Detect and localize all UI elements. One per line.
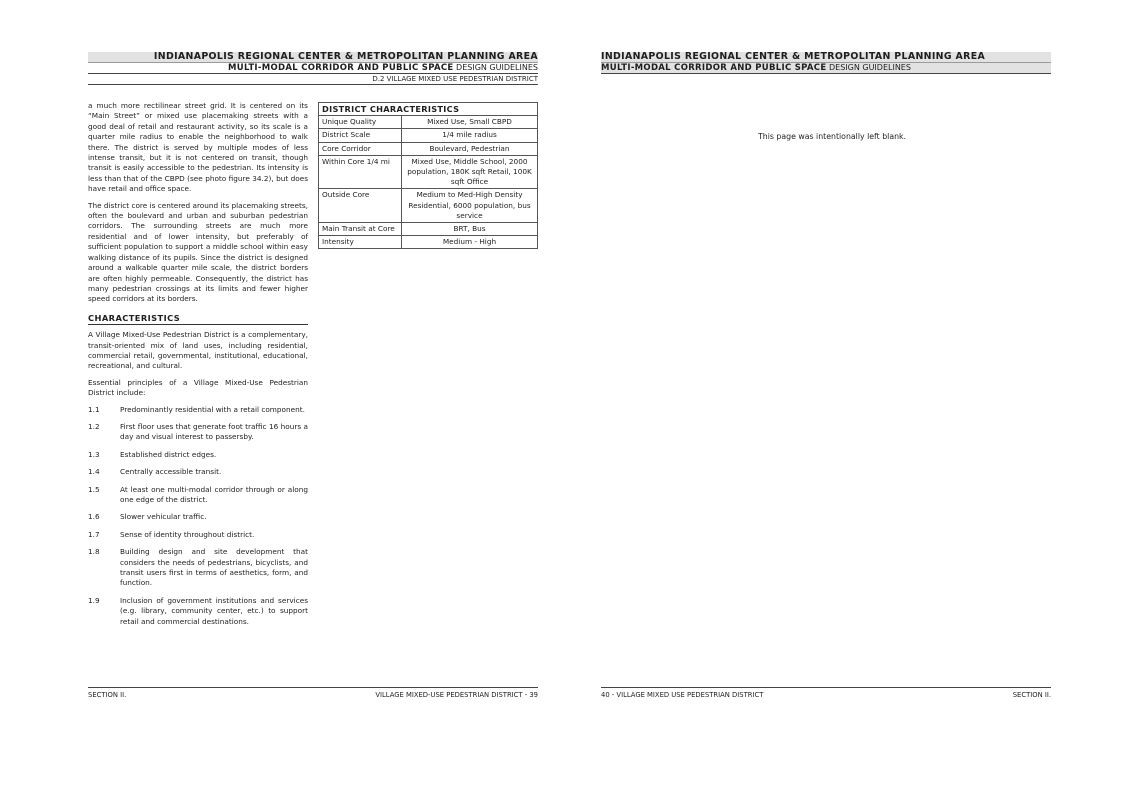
principle-item bbox=[88, 596, 308, 627]
table-cell-value: BRT, Bus bbox=[402, 223, 538, 236]
table-cell-label: Within Core 1/4 mi bbox=[319, 155, 402, 189]
principles-intro: Essential principles of a Village Mixed-Use Pedestrian District include: bbox=[88, 377, 308, 398]
header-subtitle-bold: MULTI-MODAL CORRIDOR AND PUBLIC SPACE bbox=[601, 63, 827, 73]
principle-number: 1.5 bbox=[88, 484, 100, 494]
table-cell-value: Mixed Use, Middle School, 2000 population, 180K sqft Retail, 100K sqft Office bbox=[402, 155, 538, 189]
principle-text: Predominantly residential with a retail component. bbox=[120, 404, 305, 414]
table-cell-label: Intensity bbox=[319, 236, 402, 249]
table-row bbox=[319, 155, 538, 189]
page-header bbox=[601, 52, 1051, 74]
principle-number: 1.7 bbox=[88, 529, 100, 539]
right-page bbox=[561, 0, 1123, 794]
characteristics-heading: CHARACTERISTICS bbox=[88, 313, 308, 325]
principle-number: 1.6 bbox=[88, 512, 100, 522]
principle-item bbox=[88, 422, 308, 443]
table-cell-value: Medium - High bbox=[402, 236, 538, 249]
principle-item bbox=[88, 547, 308, 589]
principle-item bbox=[88, 467, 308, 477]
footer-page-label: VILLAGE MIXED-USE PEDESTRIAN DISTRICT - 39 bbox=[375, 691, 538, 699]
principle-text: At least one multi-modal corridor through or along one edge of the district. bbox=[120, 484, 308, 504]
principle-item bbox=[88, 530, 308, 540]
principle-text: Centrally accessible transit. bbox=[120, 467, 222, 477]
district-characteristics-table bbox=[318, 102, 538, 249]
footer-section: SECTION II. bbox=[1012, 691, 1051, 699]
principle-number: 1.3 bbox=[88, 449, 100, 459]
principle-number: 1.2 bbox=[88, 421, 100, 431]
body-column bbox=[88, 101, 308, 634]
characteristics-intro: A Village Mixed-Use Pedestrian District is a complementary, transit-oriented mix of land uses, including residential, commercial retail, governmental, institutional, educational, recreational, and cultural. bbox=[88, 330, 308, 371]
table-cell-label: Outside Core bbox=[319, 189, 402, 223]
header-subtitle-light: DESIGN GUIDELINES bbox=[829, 63, 911, 72]
principle-number: 1.4 bbox=[88, 467, 100, 477]
header-subtitle bbox=[601, 63, 911, 73]
principle-text: Inclusion of government institutions and services (e.g. library, community center, etc.) to support retail and commercial destinations. bbox=[120, 595, 308, 626]
table-cell-label: Main Transit at Core bbox=[319, 223, 402, 236]
table-cell-value: Boulevard, Pedestrian bbox=[402, 142, 538, 155]
header-subtitle bbox=[228, 63, 538, 73]
principle-text: Building design and site development that considers the needs of pedestrians, bicyclists, and transit users first in terms of aesthetics, form, and function. bbox=[120, 547, 308, 588]
principle-text: Sense of identity throughout district. bbox=[120, 529, 255, 539]
table-cell-value: Mixed Use, Small CBPD bbox=[402, 116, 538, 129]
footer-page-label: 40 - VILLAGE MIXED USE PEDESTRIAN DISTRICT bbox=[601, 691, 764, 699]
header-title: INDIANAPOLIS REGIONAL CENTER & METROPOLITAN PLANNING AREA bbox=[601, 51, 986, 62]
table-row bbox=[319, 116, 538, 129]
paragraph: The district core is centered around its placemaking streets, often the boulevard and urban and suburban pedestrian corridors. The surrounding streets are much more residential and of lower intensity, but preferably of sufficient population to support a middle school within easy walking distance of its pupils. Since the district is designed around a walkable quarter mile scale, the district borders are often highly permeable. Consequently, the district has many pedestrian crossings at its limits and fewer higher speed corridors at its borders. bbox=[88, 200, 308, 304]
table-row bbox=[319, 236, 538, 249]
principle-text: First floor uses that generate foot traffic 16 hours a day and visual interest to passersby. bbox=[120, 421, 308, 442]
header-subtitle-light: DESIGN GUIDELINES bbox=[456, 63, 538, 72]
principle-item bbox=[88, 450, 308, 460]
header-subtitle-bold: MULTI-MODAL CORRIDOR AND PUBLIC SPACE bbox=[228, 63, 454, 73]
principle-item bbox=[88, 512, 308, 522]
table-title: DISTRICT CHARACTERISTICS bbox=[319, 103, 538, 116]
principle-text: Slower vehicular traffic. bbox=[120, 512, 207, 522]
table-row bbox=[319, 129, 538, 142]
table-row bbox=[319, 223, 538, 236]
page-footer bbox=[88, 687, 538, 700]
table-cell-label: Core Corridor bbox=[319, 142, 402, 155]
principle-number: 1.1 bbox=[88, 404, 100, 414]
table-cell-label: District Scale bbox=[319, 129, 402, 142]
page-footer bbox=[601, 687, 1051, 700]
page-header bbox=[88, 52, 538, 85]
paragraph: a much more rectilinear street grid. It is centered on its “Main Street” or mixed use placemaking streets with a good deal of retail and restaurant activity, so its scale is a quarter mile radius to enable the neighborhood to walk there. The district is served by multiple modes of less intense transit, but it is not centered on transit, though transit is easily accessible to the pedestrian. Its intensity is less than that of the CBPD (see photo figure 34.2), but does have retail and office space. bbox=[88, 101, 308, 194]
principle-item bbox=[88, 485, 308, 506]
header-title: INDIANAPOLIS REGIONAL CENTER & METROPOLITAN PLANNING AREA bbox=[153, 51, 538, 62]
header-section-label: D.2 VILLAGE MIXED USE PEDESTRIAN DISTRICT bbox=[88, 75, 538, 85]
footer-section: SECTION II. bbox=[88, 691, 127, 699]
table-cell-value: Medium to Med-High Density Residential, 6000 population, bus service bbox=[402, 189, 538, 223]
blank-page-note: This page was intentionally left blank. bbox=[758, 132, 907, 141]
table-cell-label: Unique Quality bbox=[319, 116, 402, 129]
table-row bbox=[319, 189, 538, 223]
principle-text: Established district edges. bbox=[120, 449, 217, 459]
table-row bbox=[319, 142, 538, 155]
district-characteristics-table-wrap bbox=[318, 102, 538, 249]
principle-number: 1.9 bbox=[88, 595, 100, 605]
table-cell-value: 1/4 mile radius bbox=[402, 129, 538, 142]
principle-item bbox=[88, 405, 308, 415]
principle-number: 1.8 bbox=[88, 547, 100, 557]
